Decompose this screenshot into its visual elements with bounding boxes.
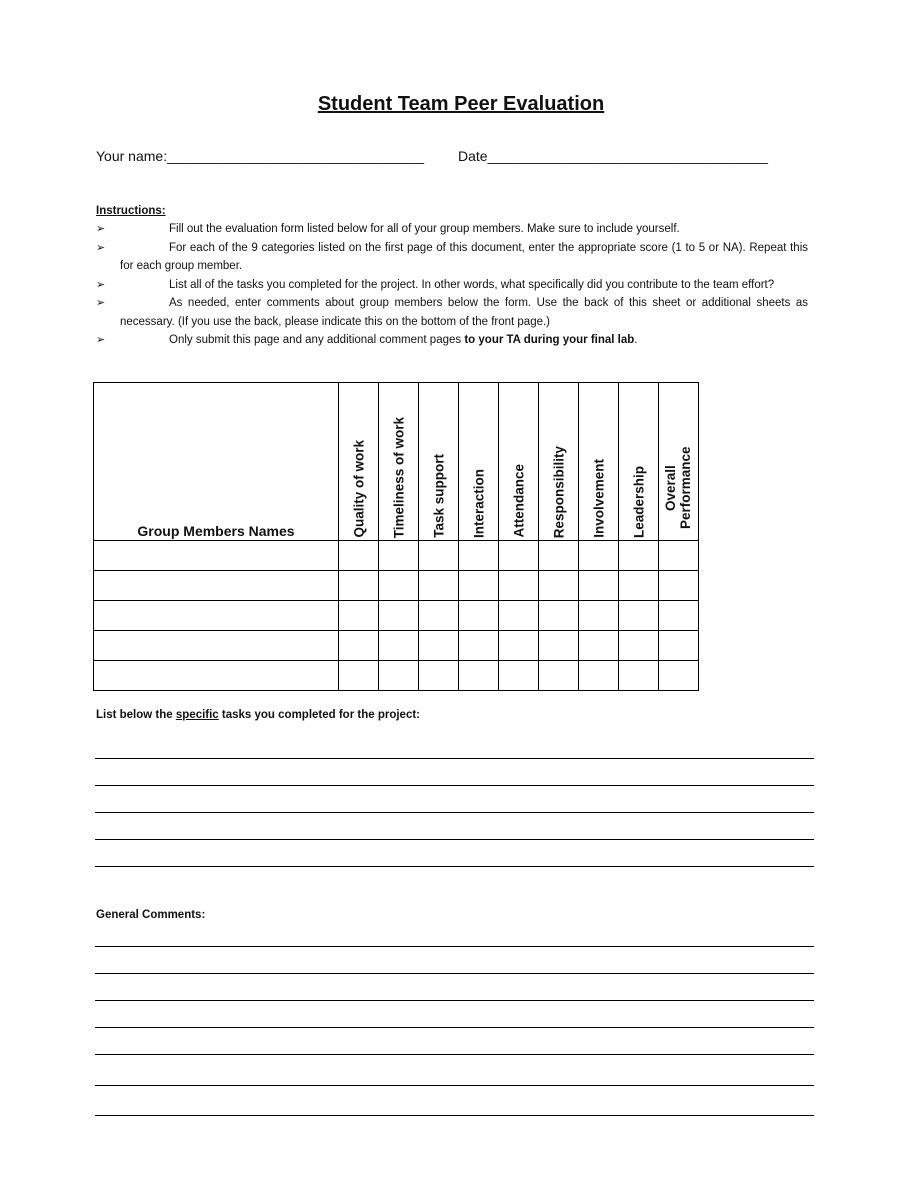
comments-write-line[interactable] [95,1027,814,1028]
score-cell[interactable] [539,571,579,601]
category-header [619,383,659,541]
score-cell[interactable] [459,571,499,601]
comments-write-line[interactable] [95,946,814,947]
arrow-bullet-icon: ➢ [96,223,106,235]
comments-section-label: General Comments: [96,909,206,921]
score-cell[interactable] [579,661,619,691]
member-row [94,661,699,691]
member-name-cell[interactable] [94,661,339,691]
your-name-line: _________________________________ [167,148,425,164]
score-cell[interactable] [499,571,539,601]
category-header [499,383,539,541]
member-row [94,541,699,571]
member-name-cell[interactable] [94,571,339,601]
instruction-text: As needed, enter comments about group members below the form. Use the back of this sheet or additional sheets as necessary. (If you use the back, please indicate this on the bottom of the front page.) [120,297,808,328]
score-cell[interactable] [579,541,619,571]
comments-write-line[interactable] [95,1054,814,1055]
score-cell[interactable] [579,601,619,631]
score-cell[interactable] [379,601,419,631]
score-cell[interactable] [659,571,699,601]
tasks-write-line[interactable] [95,785,814,786]
score-cell[interactable] [619,601,659,631]
instruction-text [120,331,808,350]
score-cell[interactable] [419,601,459,631]
score-cell[interactable] [379,661,419,691]
instruction-item [96,220,808,239]
arrow-bullet-icon: ➢ [96,241,106,254]
score-cell[interactable] [659,541,699,571]
your-name-label: Your name: [96,148,168,164]
score-cell[interactable] [419,541,459,571]
score-cell[interactable] [659,601,699,631]
comments-write-line[interactable] [95,1085,814,1086]
score-cell[interactable] [619,541,659,571]
tasks-write-line[interactable] [95,812,814,813]
comments-write-line[interactable] [95,1000,814,1001]
category-label: Quality of work [351,440,366,538]
score-cell[interactable] [379,541,419,571]
page-title: Student Team Peer Evaluation [317,93,605,115]
member-name-cell[interactable] [94,601,339,631]
score-cell[interactable] [459,541,499,571]
instruction-text-bold: to your TA during your final lab [464,334,635,346]
group-members-header: Group Members Names [94,383,339,541]
score-cell[interactable] [539,631,579,661]
category-header [459,383,499,541]
date-line: ____________________________________ [487,148,768,164]
score-cell[interactable] [379,571,419,601]
score-cell[interactable] [339,661,379,691]
category-header [659,383,699,541]
tasks-section-label [96,709,420,721]
tasks-label-emphasis: specific [175,709,219,721]
tasks-write-line[interactable] [95,758,814,759]
score-cell[interactable] [619,571,659,601]
table-header-row [94,383,699,541]
score-cell[interactable] [339,631,379,661]
instruction-item [96,239,808,276]
instruction-item [96,331,808,350]
tasks-write-line[interactable] [95,866,814,867]
instruction-text: List all of the tasks you completed for the project. In other words, what specifically did you contribute to the team effort? [169,278,775,291]
score-cell[interactable] [619,661,659,691]
score-cell[interactable] [339,571,379,601]
arrow-bullet-icon: ➢ [96,297,106,309]
tasks-label-pre: List below the [96,709,176,721]
score-cell[interactable] [539,601,579,631]
category-header [339,383,379,541]
score-cell[interactable] [339,541,379,571]
score-cell[interactable] [419,661,459,691]
score-cell[interactable] [499,601,539,631]
category-label: Involvement [591,459,606,538]
category-label: Task support [431,454,446,538]
score-cell[interactable] [579,631,619,661]
member-name-cell[interactable] [94,631,339,661]
category-label: Timeliness of work [391,416,406,538]
score-cell[interactable] [419,631,459,661]
member-row [94,571,699,601]
score-cell[interactable] [499,661,539,691]
category-label: Leadership [631,465,646,538]
date-field[interactable] [458,148,768,164]
peer-evaluation-table [93,382,699,691]
score-cell[interactable] [539,661,579,691]
instructions-list [96,220,808,350]
instructions-heading: Instructions: [96,205,166,217]
member-name-cell[interactable] [94,541,339,571]
category-label: Responsibility [551,445,566,538]
arrow-bullet-icon: ➢ [96,334,106,346]
your-name-field[interactable] [96,148,424,164]
score-cell[interactable] [579,571,619,601]
category-label: Interaction [471,468,486,538]
category-label: Overall Performance [662,446,693,530]
date-label: Date [458,148,488,164]
category-header [539,383,579,541]
score-cell[interactable] [499,631,539,661]
category-header [379,383,419,541]
category-header [419,383,459,541]
tasks-write-line[interactable] [95,839,814,840]
score-cell[interactable] [459,601,499,631]
score-cell[interactable] [659,631,699,661]
score-cell[interactable] [339,601,379,631]
member-row [94,631,699,661]
instruction-text: For each of the 9 categories listed on the first page of this document, enter the appropriate score (1 to 5 or NA). Repeat this for each group member. [120,241,808,272]
category-label: Attendance [511,464,526,538]
arrow-bullet-icon: ➢ [96,278,106,291]
score-cell[interactable] [659,661,699,691]
instruction-item [96,294,808,331]
instruction-text-end: . [634,334,638,346]
instruction-text-plain: Only submit this page and any additional comment pages [169,334,465,346]
score-cell[interactable] [459,661,499,691]
score-cell[interactable] [459,631,499,661]
score-cell[interactable] [499,541,539,571]
score-cell[interactable] [379,631,419,661]
score-cell[interactable] [539,541,579,571]
category-header [579,383,619,541]
instruction-text: Fill out the evaluation form listed below for all of your group members. Make sure to include yourself. [169,223,680,235]
instruction-item [96,276,808,295]
comments-write-line[interactable] [95,1115,814,1116]
tasks-label-post: tasks you completed for the project: [218,709,420,721]
member-row [94,601,699,631]
score-cell[interactable] [419,571,459,601]
comments-write-line[interactable] [95,973,814,974]
score-cell[interactable] [619,631,659,661]
